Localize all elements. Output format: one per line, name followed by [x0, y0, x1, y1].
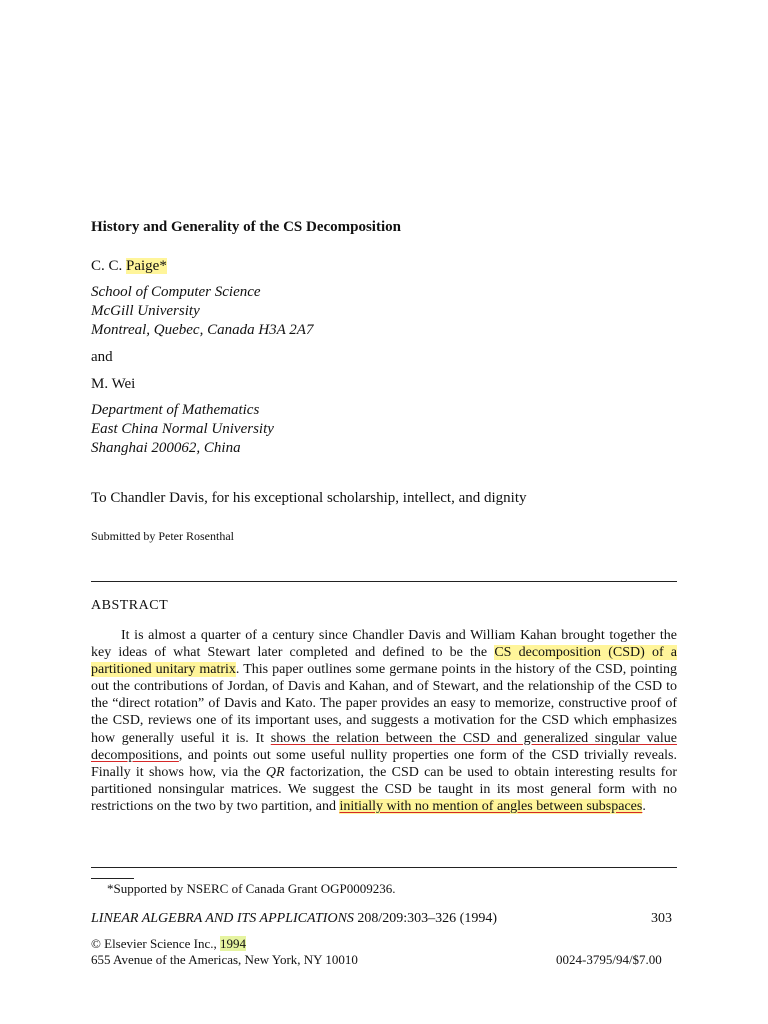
dedication: To Chandler Davis, for his exceptional scholarship, intellect, and dignity [91, 490, 527, 506]
abstract-text: , and points out some useful nullity properties one form of the CSD trivially reveals. Finally it shows how, via the [91, 747, 677, 780]
author-1 [91, 258, 167, 275]
journal-name: LINEAR ALGEBRA AND ITS APPLICATIONS [91, 911, 354, 926]
price-code: 0024-3795/94/$7.00 [556, 952, 662, 967]
copyright-text: © Elsevier Science Inc., [91, 936, 220, 951]
affiliation-1 [91, 283, 313, 340]
affiliation-2 [91, 401, 274, 458]
abstract-text: . [642, 798, 646, 814]
author-1-initials: C. C. [91, 258, 123, 274]
abstract-qr: QR [265, 764, 285, 780]
journal-reference [91, 911, 497, 927]
abstract-text: factorization, the CSD can be used to obtain interesting results for partitioned nonsingular matrices. We suggest the CSD be taught in its most general form with no restrictions on the two by two partition, and [91, 764, 677, 814]
abstract-text: . This paper outlines some germane points in the history of the CSD, pointing out the contributions of Jordan, of Davis and Kahan, and of Stewart, and the relationship of the CSD to the “direct rotation” of Davis and Kato. The paper provides an easy to memorize, constructive proof of the CSD, reviews one of its important uses, and suggests a motivation for the CSD which emphasizes how generally useful it is. It [91, 662, 677, 746]
affiliation-1-line: McGill University [91, 303, 200, 319]
abstract-body [91, 627, 677, 815]
author-2: M. Wei [91, 376, 136, 392]
copyright [91, 936, 246, 952]
affiliation-2-line: Department of Mathematics [91, 402, 260, 418]
affiliation-1-line: School of Computer Science [91, 284, 261, 300]
abstract-highlight-angles: initially with no mention of angles between subspaces [339, 798, 643, 814]
abstract-underline-gsvd: shows the relation between the CSD and generalized singular value decompositions [91, 730, 677, 763]
divider-bottom [91, 867, 677, 868]
abstract-heading: ABSTRACT [91, 598, 169, 613]
journal-citation: 208/209:303–326 (1994) [353, 911, 498, 926]
affiliation-2-line: Shanghai 200062, China [91, 440, 241, 456]
affiliation-1-line: Montreal, Quebec, Canada H3A 2A7 [91, 322, 314, 338]
abstract-highlight-csd: CS decomposition (CSD) of a partitioned unitary matrix [91, 645, 678, 678]
paper-title: History and Generality of the CS Decomposition [91, 219, 401, 235]
submitted-by: Submitted by Peter Rosenthal [91, 529, 234, 543]
publisher-address: 655 Avenue of the Americas, New York, NY 10010 [91, 952, 358, 967]
abstract-text: It is almost a quarter of a century since Chandler Davis and William Kahan brought together the key ideas of what Stewart later completed and defined to be the [91, 628, 677, 661]
author-1-surname: Paige* [126, 258, 167, 274]
page-number: 303 [651, 911, 672, 926]
affiliation-2-line: East China Normal University [91, 421, 274, 437]
footnote-rule [91, 878, 134, 879]
footnote: *Supported by NSERC of Canada Grant OGP0009236. [107, 881, 396, 896]
conjunction: and [91, 349, 113, 365]
divider-top [91, 581, 677, 582]
copyright-year: 1994 [220, 936, 246, 951]
